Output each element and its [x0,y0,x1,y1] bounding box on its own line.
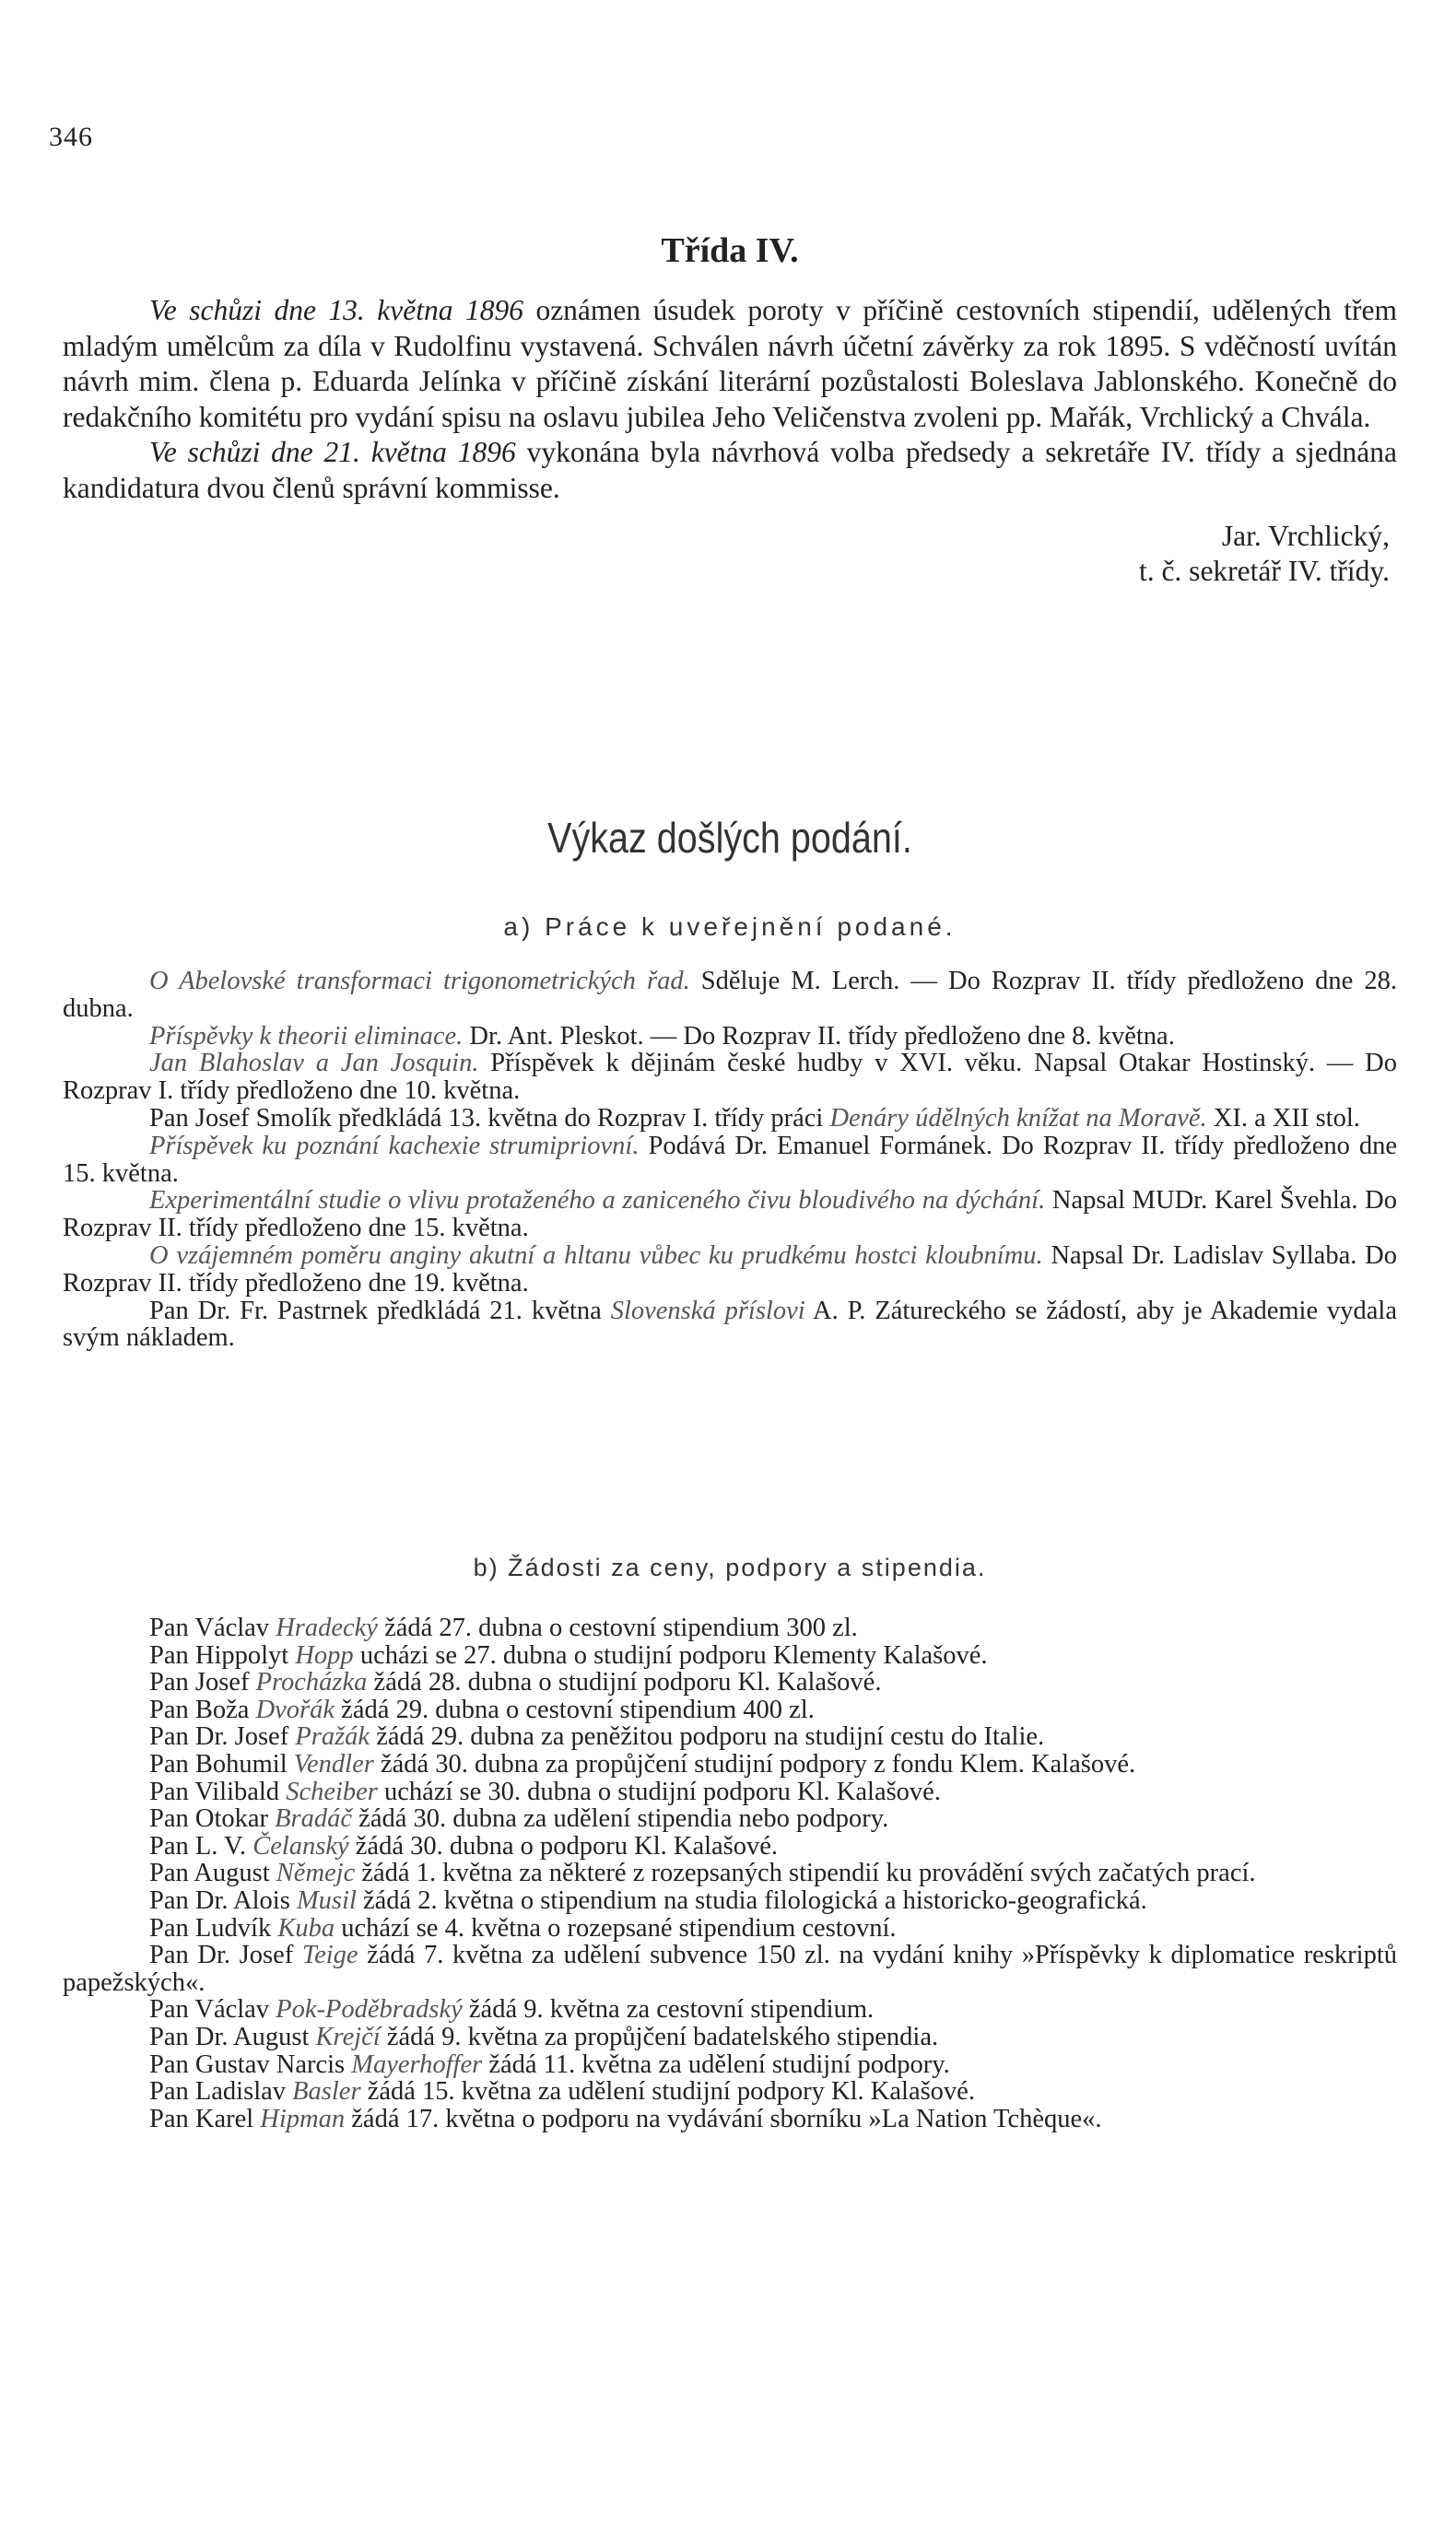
list-item: Pan Ladislav Basler žádá 15. května za udělení studijní podpory Kl. Kalašové. [149,2077,975,2107]
list-item: Pan Vilibald Scheiber uchází se 30. dubna o studijní podporu Kl. Kalašové. [149,1777,941,1806]
class-report [63,293,1397,589]
list-item: Pan Dr. Alois Musil žádá 2. května o stipendium na studia filologická a historicko-geografická. [149,1885,1147,1915]
section-a-list [63,968,1397,1352]
list-item: Pan Boža Dvořák žádá 29. dubna o cestovní stipendium 400 zl. [149,1695,815,1724]
section-b-list [63,1615,1397,2132]
list-item: Pan Václav Hradecký žádá 27. dubna o cestovní stipendium 300 zl. [149,1614,858,1642]
list-item: Experimentální studie o vlivu protaženého a zaniceného čivu bloudivého na dýchání. Napsal MUDr. Karel Švehla. Do Rozprav II. třídy předloženo dne 15. května. [63,1186,1397,1243]
list-item: Jan Blahoslav a Jan Josquin. Příspěvek k dějinám české hudby v XVI. věku. Napsal Otakar Hostinský. — Do Rozprav I. třídy předloženo dne 10. května. [63,1049,1397,1106]
list-item: Pan Otokar Bradáč žádá 30. dubna za udělení stipendia nebo podpory. [149,1804,889,1834]
session-date-2: Ve schůzi dne 21. května 1896 [149,436,516,468]
signature-name: Jar. Vrchlický, [1221,520,1390,552]
section-a-heading: a) Práce k uveřejnění podané. [503,912,957,941]
signature [63,519,1397,589]
report-title: Výkaz došlých podání. [547,814,912,862]
list-item: Pan Gustav Narcis Mayerhoffer žádá 11. května za udělení studijní podpory. [149,2049,950,2079]
signature-role: t. č. sekretář IV. třídy. [1138,555,1390,587]
list-item: Pan Václav Pok-Poděbradský žádá 9. května za cestovní stipendium. [149,1995,875,2025]
list-item: Pan Dr. Josef Pražák žádá 29. dubna za peněžitou podporu na studijní cestu do Italie. [149,1722,1045,1752]
list-item: Pan Dr. August Krejčí žádá 9. května za propůjčení badatelského stipendia. [149,2022,939,2051]
list-item: Pan Dr. Josef Teige žádá 7. května za udělení subvence 150 zl. na vydání knihy »Příspěvky k diplomatice reskriptů papežských«. [63,1941,1397,1997]
list-item: Pan Hippolyt Hopp ucházi se 27. dubna o studijní podporu Klementy Kalašové. [149,1640,988,1670]
list-item: O vzájemném poměru anginy akutní a hltanu vůbec ku prudkému hostci kloubnímu. Napsal Dr. Ladislav Syllaba. Do Rozprav II. třídy předloženo dne 19. května. [63,1240,1397,1298]
page-number: 346 [49,122,93,152]
class-title: Třída IV. [661,231,799,270]
section-b-heading: b) Žádosti za ceny, podpory a stipendia. [473,1554,987,1581]
list-item: Pan Dr. Fr. Pastrnek předkládá 21. května Slovenská příslovi A. P. Zátureckého se žádostí, aby je Akademie vydala svým nákladem. [63,1296,1397,1353]
list-item: Příspěvek ku poznání kachexie strumipriovní. Podává Dr. Emanuel Formánek. Do Rozprav II. třídy předloženo dne 15. května. [63,1131,1397,1188]
session-paragraph-1 [63,293,1397,435]
list-item: Pan Karel Hipman žádá 17. května o podporu na vydávání sborníku »La Nation Tchèque«. [149,2104,1102,2133]
list-item: O Abelovské transformaci trigonometrických řad. Sděluje M. Lerch. — Do Rozprav II. třídy předloženo dne 28. dubna. [63,967,1397,1023]
list-item: Příspěvky k theorii eliminace. Dr. Ant. Pleskot. — Do Rozprav II. třídy předloženo dne 8. května. [149,1021,1175,1051]
list-item: Pan Ludvík Kuba uchází se 4. května o rozepsané stipendium cestovní. [149,1913,897,1943]
session-date-1: Ve schůzi dne 13. května 1896 [149,294,523,326]
session-text-2: vykonána byla návrhová volba předsedy a sekretáře IV. třídy a sjednána kandidatura dvou členů správní kommisse. [63,436,1397,504]
session-paragraph-2 [63,435,1397,506]
session-text-1: oznámen úsudek poroty v příčině cestovních stipendií, udělených třem mladým umělcům za díla v Rudolfinu vystavená. Schválen návrh účetní závěrky za rok 1895. S vděčností uvítán návrh mim. člena p. Eduarda Jelínka v příčině získání literární pozůstalosti Boleslava Jablonského. Konečně do redakčního komitétu pro vydání spisu na oslavu jubilea Jeho Veličenstva zvoleni pp. Mařák, Vrchlický a Chvála. [63,294,1397,433]
list-item: Pan Josef Procházka žádá 28. dubna o studijní podporu Kl. Kalašové. [149,1668,882,1697]
list-item: Pan Josef Smolík předkládá 13. května do Rozprav I. třídy práci Denáry údělných knížat na Moravě. XI. a XII stol. [149,1103,1360,1133]
list-item: Pan L. V. Čelanský žádá 30. dubna o podporu Kl. Kalašové. [149,1831,779,1861]
list-item: Pan Bohumil Vendler žádá 30. dubna za propůjčení studijní podpory z fondu Klem. Kalašové. [149,1749,1136,1779]
list-item: Pan August Němejc žádá 1. května za některé z rozepsaných stipendií ku provádění svých začatých prací. [149,1859,1256,1888]
